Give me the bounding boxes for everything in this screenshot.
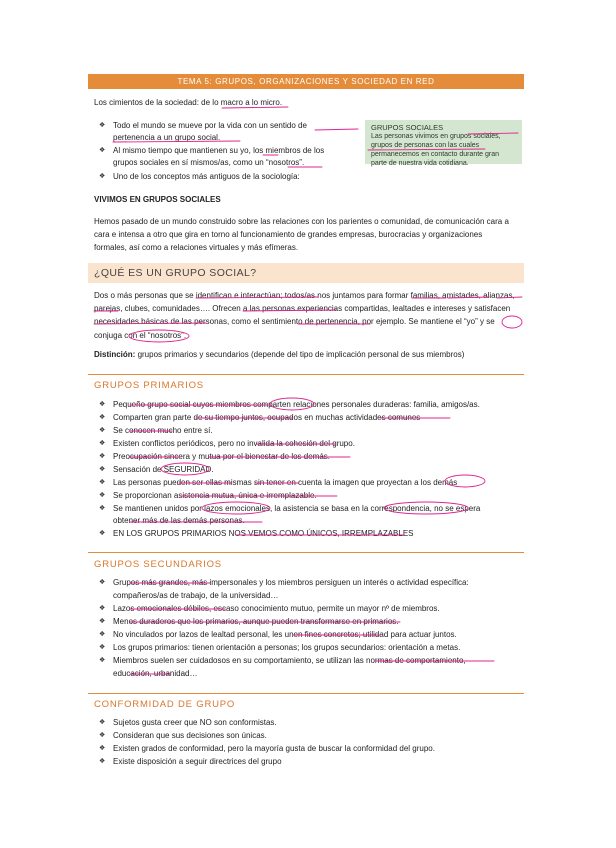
list-item: ❖ Lazos emocionales débiles, escaso conocimiento mutuo, permite un mayor nº de miembros.	[99, 604, 440, 613]
section-heading-conformidad: CONFORMIDAD DE GRUPO	[94, 699, 236, 710]
list-item: ❖ Se mantienen unidos por lazos emocionales, la asistencia se basa en la correspondencia, no se espera	[99, 504, 481, 513]
topic-banner: TEMA 5: GRUPOS, ORGANIZACIONES Y SOCIEDAD EN RED	[88, 74, 524, 89]
list-item: ❖ No vinculados por lazos de lealtad personal, les unen fines concretos; utilidad para actuar juntos.	[99, 630, 457, 639]
list-item: ❖ Existen grados de conformidad, pero la mayoría gusta de buscar la conformidad del grupo.	[99, 744, 435, 753]
intro-line: Los cimientos de la sociedad: de lo macro a lo micro.	[94, 98, 283, 107]
list-item-continuation: educación, urbanidad…	[113, 669, 198, 678]
list-item: ❖ Todo el mundo se mueve por la vida con un sentido de	[99, 121, 307, 130]
list-item-continuation: compañeros/as de trabajo, de la universidad…	[113, 591, 279, 600]
list-item: ❖ Preocupación sincera y mutua por el bienestar de los demás.	[99, 452, 331, 461]
list-item: ❖ Existe disposición a seguir directrices del grupo	[99, 757, 282, 766]
list-item: ❖ Se proporcionan asistencia mutua, única e irremplazable.	[99, 491, 317, 500]
section-divider	[88, 374, 524, 375]
list-item: ❖ Miembros suelen ser cuidadosos en su comportamiento, se utilizan las normas de comportamiento,	[99, 656, 466, 665]
underline-mark	[315, 129, 358, 130]
list-item-continuation: grupos sociales en sí mismos/as, como un “nosotros”.	[113, 158, 305, 167]
callout-title: GRUPOS SOCIALES	[371, 123, 444, 132]
vivimos-paragraph: Hemos pasado de un mundo construido sobre las relaciones con los parientes o comunidad, de comunicación cara a cara e intensa a otro que gira en torno al funcionamiento de grandes empresas, burocracias y organizaciones formales, así como a relaciones virtuales y más efímeras.	[94, 217, 509, 253]
list-item: ❖ Al mismo tiempo que mantienen su yo, los miembros de los	[99, 146, 325, 155]
list-item: ❖ Sensación de SEGURIDAD.	[99, 465, 214, 474]
list-item: ❖ Existen conflictos periódicos, pero no invalida la cohesión del grupo.	[99, 439, 355, 448]
list-item-continuation: pertenencia a un grupo social.	[113, 133, 221, 142]
underline-mark	[222, 107, 288, 108]
section-divider	[88, 552, 524, 553]
list-item: ❖ Pequeño grupo social cuyos miembros comparten relaciones personales duraderas: familia, amigos/as.	[99, 400, 480, 409]
section-heading-vivimos: VIVIMOS EN GRUPOS SOCIALES	[94, 195, 221, 204]
distincion-label: Distinción:	[94, 350, 136, 359]
callout-text: Las personas vivimos en grupos sociales, grupos de personas con las cuales permanecemos en contacto durante gran parte de nuestra vida cotidiana.	[371, 133, 501, 167]
list-item: ❖ Grupos más grandes, más impersonales y los miembros persiguen un interés o actividad específica:	[99, 578, 469, 587]
list-item: ❖ Uno de los conceptos más antiguos de la sociología:	[99, 172, 300, 181]
section-heading-primarios: GRUPOS PRIMARIOS	[94, 380, 204, 391]
list-item: ❖ EN LOS GRUPOS PRIMARIOS NOS VEMOS COMO ÚNICOS, IRREMPLAZABLES	[99, 529, 414, 538]
list-item: ❖ Sujetos gusta creer que NO son conformistas.	[99, 718, 277, 727]
que-es-paragraph: Dos o más personas que se identifican e interactúan; todos/as nos juntamos para formar familias, amistades, alianzas, parejas, clubes, comunidades…. Ofrecen a las personas experiencias compartidas, lealtades e intereses y satisfacen necesidades básicas de las personas, como el sentimiento de pertenencia, por ejemplo. Se mantiene el “yo” y se conjuga con el “nosotros”.	[94, 291, 515, 340]
list-item: ❖ Las personas pueden ser ellas mismas sin tener en cuenta la imagen que proyectan a los demás	[99, 478, 458, 487]
list-item: ❖ Los grupos primarios: tienen orientación a personas; los grupos secundarios: orientación a metas.	[99, 643, 461, 652]
list-item: ❖ Se conocen mucho entre sí.	[99, 426, 213, 435]
list-item-continuation: obtener más de las demás personas.	[113, 516, 245, 525]
list-item: ❖ Menos duraderos que los primarios, aunque pueden transformarse en primarios.	[99, 617, 399, 626]
distincion-text: grupos primarios y secundarios (depende del tipo de implicación personal de sus miembros)	[135, 350, 465, 359]
callout-grupos-sociales	[365, 120, 522, 167]
list-item: ❖ Comparten gran parte de su tiempo juntos, ocupados en muchas actividades comunes	[99, 413, 421, 422]
list-item: ❖ Consideran que sus decisiones son únicas.	[99, 731, 267, 740]
distincion-line	[94, 350, 464, 359]
section-heading-que-es: ¿QUÉ ES UN GRUPO SOCIAL?	[88, 263, 524, 283]
section-divider	[88, 693, 524, 694]
section-heading-secundarios: GRUPOS SECUNDARIOS	[94, 559, 222, 570]
